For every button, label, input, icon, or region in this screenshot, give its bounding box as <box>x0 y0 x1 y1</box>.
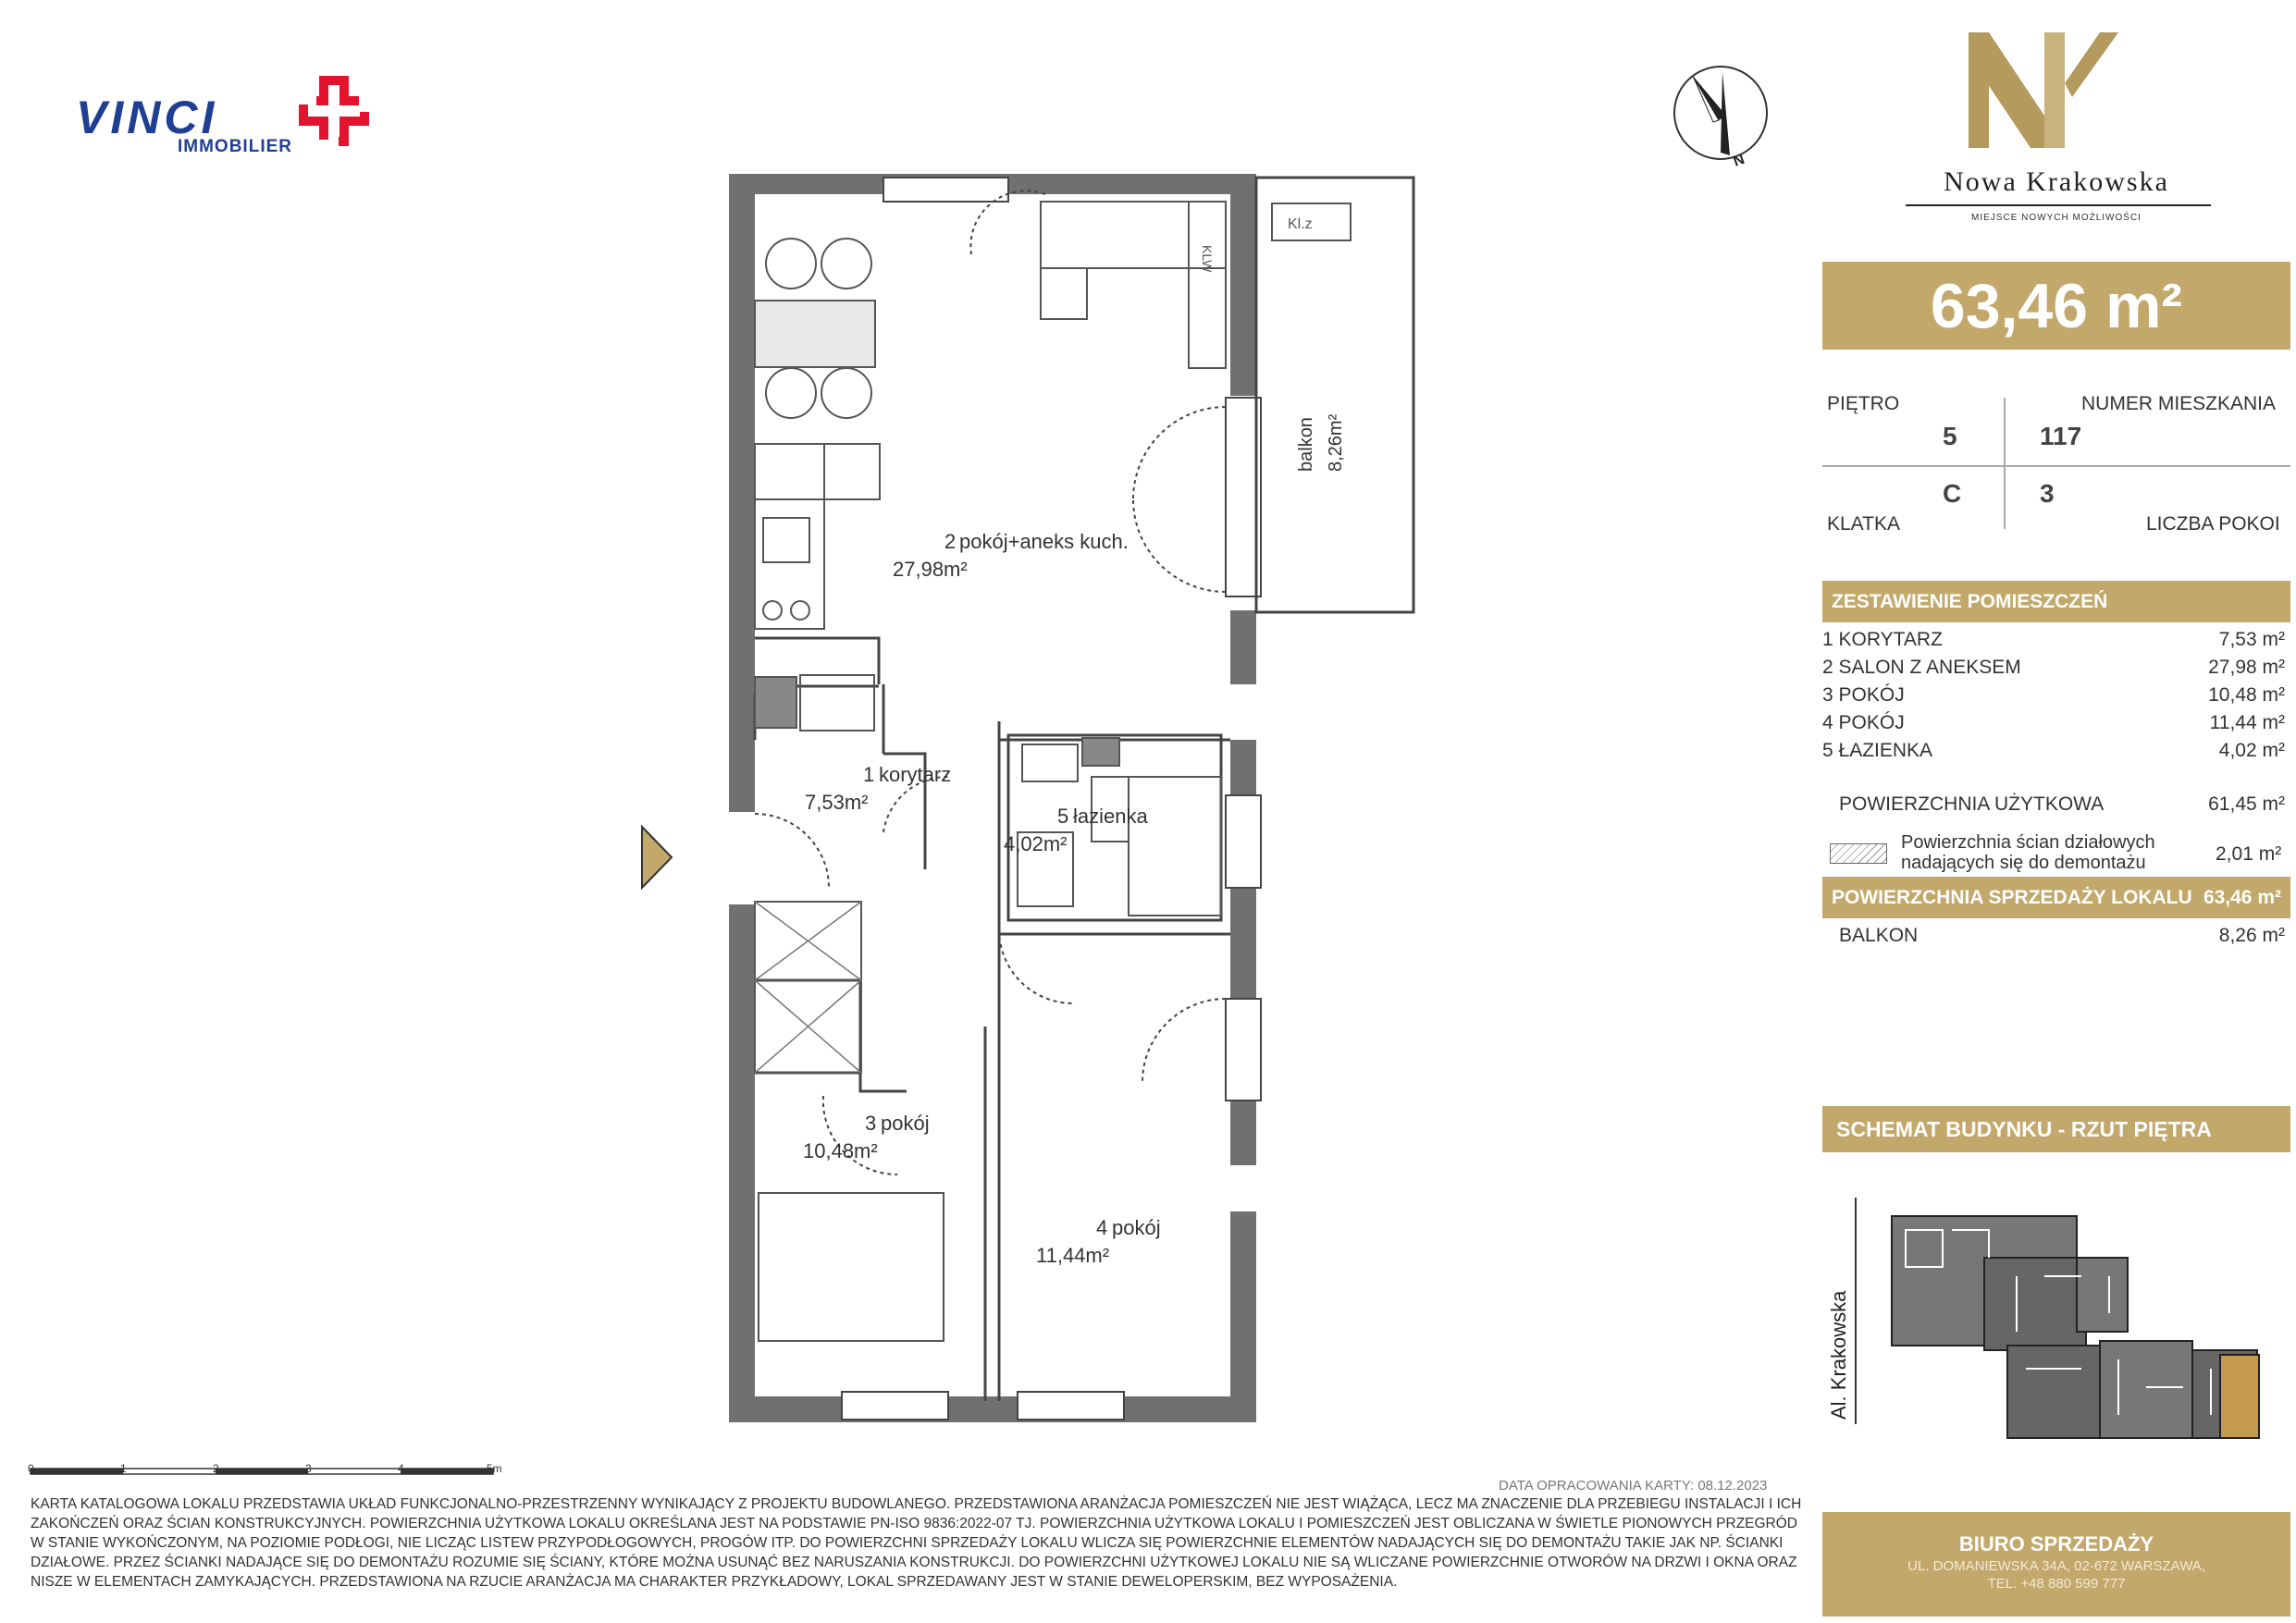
balcony-label: BALKON <box>1839 925 1919 946</box>
walls-value: 2,01 m² <box>2216 843 2282 865</box>
sales-office-title: BIURO SPRZEDAŻY <box>1958 1532 2154 1555</box>
room-row-2 <box>1822 657 2285 679</box>
room-row-4 <box>1822 712 2285 734</box>
kitchen-vent-label: KLW <box>1200 245 1215 273</box>
room-name: 2 SALON Z ANEKSEM <box>1822 657 2021 678</box>
corridor-number: 1 <box>863 763 875 786</box>
living-room-number: 2 <box>944 530 957 553</box>
balcony-value: 8,26 m² <box>2218 925 2285 946</box>
room-name: 3 POKÓJ <box>1822 684 1905 706</box>
card-date: DATA OPRACOWANIA KARTY: 08.12.2023 <box>1499 1478 1768 1494</box>
unit-number-value: 117 <box>2040 422 2082 450</box>
balcony-unit-label: Kl.z <box>1288 216 1313 232</box>
nk-divider <box>1906 204 2211 206</box>
summary-horizontal-divider <box>1822 465 2290 467</box>
sales-office-phone: TEL. +48 880 599 777 <box>1987 1576 2126 1592</box>
floor-plan <box>722 166 1425 1443</box>
room-area: 11,44 m² <box>2209 712 2285 733</box>
building-schema-header: SCHEMAT BUDYNKU - RZUT PIĘTRA <box>1822 1106 2290 1152</box>
total-area-box: 63,46 m² <box>1822 262 2290 350</box>
sale-area-label: POWIERZCHNIA SPRZEDAŻY LOKALU <box>1832 886 2192 908</box>
corridor-name: korytarz <box>879 763 952 786</box>
room-row-5 <box>1822 740 2285 762</box>
room4-area: 11,44m² <box>1036 1244 1110 1267</box>
street-line <box>1855 1198 1857 1424</box>
living-room-name: pokój+aneks kuch. <box>959 530 1129 553</box>
scale-tick-0: 0 <box>28 1462 34 1475</box>
svg-text:N: N <box>1731 151 1747 170</box>
unit-number-label: NUMER MIESZKANIA <box>2081 393 2277 414</box>
room-name: 1 KORYTARZ <box>1822 629 1943 650</box>
scale-tick-3: 3 <box>305 1462 312 1475</box>
rooms-count-value: 3 <box>2040 479 2055 508</box>
vinci-logo-text: VINCI <box>76 92 218 143</box>
bathroom-number: 5 <box>1057 805 1069 828</box>
rooms-count-label: LICZBA POKOI <box>2146 513 2280 535</box>
room-row-1 <box>1822 629 2285 651</box>
floor-value: 5 <box>1943 422 1957 450</box>
street-label: Al. Krakowska <box>1827 1290 1850 1420</box>
north-compass-icon <box>1665 65 1776 176</box>
balcony-name: balkon <box>1296 417 1316 472</box>
stair-label: KLATKA <box>1827 513 1900 535</box>
scale-tick-2: 2 <box>213 1462 219 1475</box>
balcony-area: 8,26m² <box>1326 413 1346 472</box>
room3-number: 3 <box>865 1112 877 1135</box>
room-area: 4,02 m² <box>2218 740 2285 761</box>
highlighted-unit <box>2220 1355 2259 1438</box>
vinci-cross-icon <box>296 76 384 159</box>
entrance-arrow-icon <box>638 823 675 892</box>
sale-area-value: 63,46 m² <box>2203 886 2281 908</box>
nk-monogram-logo <box>1961 28 2118 157</box>
room-name: 5 ŁAZIENKA <box>1822 740 1933 761</box>
sales-office-box <box>1822 1512 2290 1617</box>
sales-office-address: UL. DOMANIEWSKA 34A, 02-672 WARSZAWA, <box>1907 1558 2205 1574</box>
living-room-area: 27,98m² <box>893 558 968 581</box>
nk-tagline: MIEJSCE NOWYCH MOŻLIWOŚCI <box>1971 213 2142 223</box>
building-floor-schema <box>1878 1202 2285 1443</box>
bathroom-area: 4,02m² <box>1004 832 1068 855</box>
disclaimer-text: KARTA KATALOGOWA LOKALU PRZEDSTAWIA UKŁAD FUNKCJONALNO-PRZESTRZENNY WYNIKAJĄCY Z PROJEKTU BUDOWLANEGO. PRZEDSTAWIONA ARANŻACJA POMIESZCZEŃ NIE JEST WIĄŻĄCA, LECZ MA ZNACZENIE DLA PRZEBIEGU INSTALACJI I ICH ZAKOŃCZEŃ ORAZ ŚCIAN KONSTRUKCYJNYCH. POWIERZCHNIA UŻYTKOWA LOKALU OKREŚLANA JEST NA PODSTAWIE PN-ISO 9836:2022-07 TJ. POWIERZCHNIA UŻYTKOWA LOKALU I POMIESZCZEŃ JEST OBLICZANA W ŚWIETLE PIONOWYCH PRZEGRÓD W STANIE WYKOŃCZONYM, NA POZIOMIE PODŁOGI, NIE LICZĄC LISTEW PRZYPODŁOGOWYCH, PROGÓW ITP. DO POWIERZCHNI SPRZEDAŻY LOKALU WLICZA SIĘ POWIERZCHNIE ELEMENTÓW NADAJĄCYCH SIĘ DO DEMONTAŻU TAKIE JAK NP. ŚCIANKI DZIAŁOWE. PRZEZ ŚCIANKI NADAJĄCE SIĘ DO DEMONTAŻU ROZUMIE SIĘ ŚCIANY, KTÓRE MOŻNA USUNĄĆ BEZ NARUSZANIA KONSTRUKCJI. DO POWIERZCHNI UŻYTKOWEJ LOKALU NIE SĄ WLICZANE POWIERZCHNIE OTWORÓW NA DRZWI I OKNA ORAZ NISZE W ELEMENTACH ZAMYKAJĄCYCH. PRZEDSTAWIONA NA RZUCIE ARANŻACJA MA CHARAKTER PRZYKŁADOWY, LOKAL SPRZEDAWANY JEST W STANIE DEWELOPERSKIM, BEZ WYPOSAŻENIA. <box>31 1496 1802 1590</box>
corridor-area: 7,53m² <box>805 791 869 814</box>
scale-tick-4: 4 <box>398 1462 404 1475</box>
hatch-legend-icon <box>1830 843 1887 864</box>
room3-area: 10,48m² <box>803 1139 878 1162</box>
rooms-table-header: ZESTAWIENIE POMIESZCZEŃ <box>1822 581 2290 622</box>
usable-area-value: 61,45 m² <box>2208 793 2285 815</box>
scale-tick-1: 1 <box>120 1462 127 1475</box>
sale-area-row <box>1822 877 2290 918</box>
scale-tick-5: 5m <box>487 1462 502 1475</box>
balcony-row <box>1839 925 2285 947</box>
stair-value: C <box>1943 479 1962 508</box>
room-area: 7,53 m² <box>2218 629 2285 650</box>
usable-area-row <box>1839 793 2285 816</box>
room-area: 27,98 m² <box>2208 657 2285 678</box>
room4-name: pokój <box>1112 1216 1161 1239</box>
usable-area-label: POWIERZCHNIA UŻYTKOWA <box>1839 793 2105 815</box>
room-name: 4 POKÓJ <box>1822 712 1905 733</box>
nk-brand-name: Nowa Krakowska <box>1944 166 2169 197</box>
room-area: 10,48 m² <box>2208 684 2285 706</box>
walls-label: Powierzchnia ścian działowych nadających się do demontażu <box>1901 832 2155 873</box>
scale-bar <box>26 1457 516 1485</box>
vinci-logo-subtitle: IMMOBILIER <box>178 137 292 156</box>
room3-name: pokój <box>881 1112 930 1135</box>
summary-vertical-divider <box>2004 398 2006 529</box>
bathroom-name: łazienka <box>1073 805 1148 828</box>
room4-number: 4 <box>1096 1216 1108 1239</box>
floor-label: PIĘTRO <box>1827 393 1900 414</box>
room-row-3 <box>1822 684 2285 707</box>
